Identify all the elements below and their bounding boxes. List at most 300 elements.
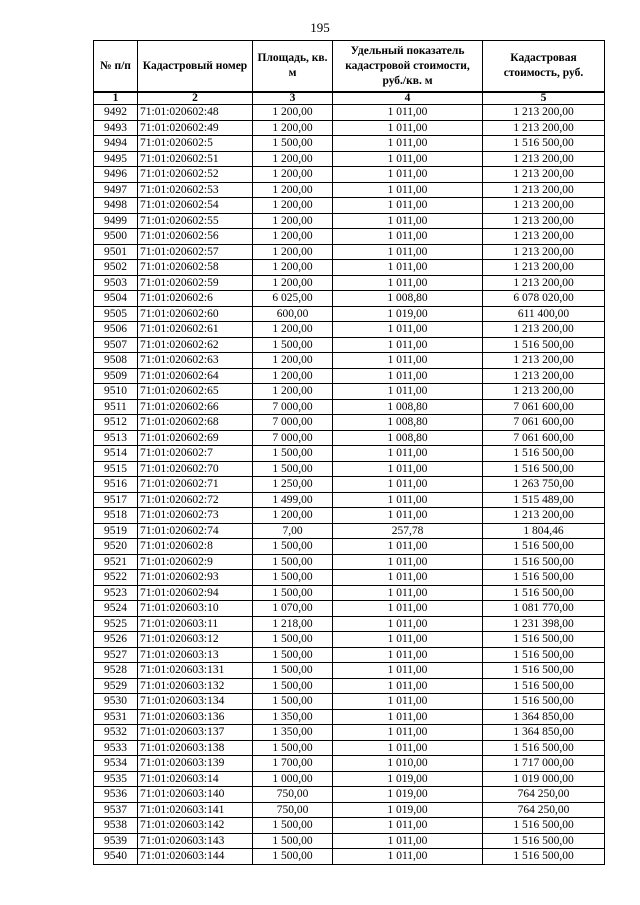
cadastral-number-cell: 71:01:020602:9 <box>138 554 253 570</box>
cadastral-cost-cell: 1 516 500,00 <box>483 647 605 663</box>
row-number: 9518 <box>94 508 138 524</box>
cadastral-cost-cell: 1 213 200,00 <box>483 120 605 136</box>
header-cadastral-cost: Кадастровая стоимость, руб. <box>483 41 605 93</box>
column-number: 4 <box>333 92 483 105</box>
cadastral-cost-cell: 1 019 000,00 <box>483 771 605 787</box>
cadastral-number-cell: 71:01:020602:48 <box>138 105 253 121</box>
cadastral-cost-cell: 1 516 500,00 <box>483 554 605 570</box>
specific-rate-cell: 1 011,00 <box>333 167 483 183</box>
specific-rate-cell: 1 008,80 <box>333 291 483 307</box>
cadastral-cost-cell: 1 516 500,00 <box>483 585 605 601</box>
row-number: 9516 <box>94 477 138 493</box>
cadastral-number-cell: 71:01:020602:94 <box>138 585 253 601</box>
area-cell: 750,00 <box>253 802 333 818</box>
cadastral-cost-cell: 1 717 000,00 <box>483 756 605 772</box>
area-cell: 1 500,00 <box>253 585 333 601</box>
cadastral-cost-cell: 1 213 200,00 <box>483 151 605 167</box>
cadastral-number-cell: 71:01:020602:70 <box>138 461 253 477</box>
area-cell: 1 070,00 <box>253 601 333 617</box>
row-number: 9508 <box>94 353 138 369</box>
cadastral-cost-cell: 1 516 500,00 <box>483 136 605 152</box>
table-row <box>94 105 605 121</box>
row-number: 9499 <box>94 213 138 229</box>
page-number: 195 <box>310 20 330 35</box>
table-row <box>94 167 605 183</box>
table-row <box>94 508 605 524</box>
row-number: 9495 <box>94 151 138 167</box>
table-row <box>94 570 605 586</box>
row-number: 9493 <box>94 120 138 136</box>
cadastral-cost-cell: 1 516 500,00 <box>483 694 605 710</box>
column-number: 2 <box>138 92 253 105</box>
area-cell: 1 500,00 <box>253 740 333 756</box>
area-cell: 1 200,00 <box>253 353 333 369</box>
table-row <box>94 461 605 477</box>
specific-rate-cell: 1 011,00 <box>333 260 483 276</box>
table-row <box>94 120 605 136</box>
area-cell: 1 200,00 <box>253 508 333 524</box>
area-cell: 1 200,00 <box>253 198 333 214</box>
table-row <box>94 492 605 508</box>
table-row <box>94 368 605 384</box>
area-cell: 1 218,00 <box>253 616 333 632</box>
table-row <box>94 244 605 260</box>
cadastral-cost-cell: 1 516 500,00 <box>483 446 605 462</box>
table-row <box>94 601 605 617</box>
area-cell: 1 200,00 <box>253 182 333 198</box>
specific-rate-cell: 1 011,00 <box>333 570 483 586</box>
header-cadastral-number: Кадастровый номер <box>138 41 253 93</box>
area-cell: 1 500,00 <box>253 539 333 555</box>
area-cell: 1 500,00 <box>253 694 333 710</box>
cadastral-number-cell: 71:01:020603:140 <box>138 787 253 803</box>
row-number: 9494 <box>94 136 138 152</box>
cadastral-number-cell: 71:01:020602:58 <box>138 260 253 276</box>
cadastral-cost-cell: 1 516 500,00 <box>483 570 605 586</box>
specific-rate-cell: 1 011,00 <box>333 446 483 462</box>
specific-rate-cell: 1 019,00 <box>333 802 483 818</box>
cadastral-number-cell: 71:01:020603:144 <box>138 849 253 865</box>
table-row <box>94 430 605 446</box>
area-cell: 1 200,00 <box>253 260 333 276</box>
table-row <box>94 136 605 152</box>
table-row <box>94 446 605 462</box>
specific-rate-cell: 1 011,00 <box>333 477 483 493</box>
specific-rate-cell: 1 011,00 <box>333 709 483 725</box>
specific-rate-cell: 1 011,00 <box>333 384 483 400</box>
specific-rate-cell: 1 010,00 <box>333 756 483 772</box>
cadastral-cost-cell: 1 231 398,00 <box>483 616 605 632</box>
area-cell: 1 200,00 <box>253 384 333 400</box>
cadastral-cost-cell: 1 213 200,00 <box>483 105 605 121</box>
table-row <box>94 725 605 741</box>
cadastral-number-cell: 71:01:020602:51 <box>138 151 253 167</box>
area-cell: 1 500,00 <box>253 136 333 152</box>
specific-rate-cell: 1 011,00 <box>333 182 483 198</box>
area-cell: 1 500,00 <box>253 337 333 353</box>
cadastral-number-cell: 71:01:020602:60 <box>138 306 253 322</box>
cadastral-cost-cell: 7 061 600,00 <box>483 399 605 415</box>
specific-rate-cell: 1 011,00 <box>333 353 483 369</box>
area-cell: 1 500,00 <box>253 678 333 694</box>
specific-rate-cell: 1 011,00 <box>333 337 483 353</box>
cadastral-cost-cell: 1 081 770,00 <box>483 601 605 617</box>
row-number: 9511 <box>94 399 138 415</box>
table-row <box>94 632 605 648</box>
table-row <box>94 709 605 725</box>
specific-rate-cell: 1 011,00 <box>333 632 483 648</box>
area-cell: 1 200,00 <box>253 368 333 384</box>
table-row <box>94 787 605 803</box>
cadastral-value-table <box>93 40 605 865</box>
table-row <box>94 384 605 400</box>
specific-rate-cell: 1 011,00 <box>333 508 483 524</box>
cadastral-cost-cell: 1 516 500,00 <box>483 740 605 756</box>
cadastral-number-cell: 71:01:020603:143 <box>138 833 253 849</box>
table-row <box>94 229 605 245</box>
row-number: 9521 <box>94 554 138 570</box>
cadastral-number-cell: 71:01:020603:141 <box>138 802 253 818</box>
table-body <box>94 105 605 865</box>
specific-rate-cell: 1 011,00 <box>333 833 483 849</box>
row-number: 9523 <box>94 585 138 601</box>
cadastral-cost-cell: 1 213 200,00 <box>483 353 605 369</box>
table-row <box>94 647 605 663</box>
specific-rate-cell: 1 011,00 <box>333 229 483 245</box>
cadastral-cost-cell: 1 516 500,00 <box>483 632 605 648</box>
area-cell: 1 500,00 <box>253 570 333 586</box>
cadastral-cost-cell: 1 213 200,00 <box>483 384 605 400</box>
table-row <box>94 694 605 710</box>
row-number: 9530 <box>94 694 138 710</box>
row-number: 9496 <box>94 167 138 183</box>
cadastral-cost-cell: 1 516 500,00 <box>483 337 605 353</box>
row-number: 9535 <box>94 771 138 787</box>
area-cell: 600,00 <box>253 306 333 322</box>
table-row <box>94 415 605 431</box>
row-number: 9504 <box>94 291 138 307</box>
cadastral-cost-cell: 1 213 200,00 <box>483 368 605 384</box>
cadastral-cost-cell: 1 213 200,00 <box>483 198 605 214</box>
cadastral-cost-cell: 764 250,00 <box>483 802 605 818</box>
row-number: 9515 <box>94 461 138 477</box>
cadastral-number-cell: 71:01:020602:56 <box>138 229 253 245</box>
table-row <box>94 771 605 787</box>
specific-rate-cell: 1 011,00 <box>333 601 483 617</box>
table-row <box>94 477 605 493</box>
cadastral-number-cell: 71:01:020602:57 <box>138 244 253 260</box>
row-number: 9538 <box>94 818 138 834</box>
cadastral-number-cell: 71:01:020602:93 <box>138 570 253 586</box>
cadastral-number-cell: 71:01:020602:49 <box>138 120 253 136</box>
cadastral-cost-cell: 1 213 200,00 <box>483 213 605 229</box>
cadastral-number-cell: 71:01:020603:132 <box>138 678 253 694</box>
row-number: 9513 <box>94 430 138 446</box>
table-row <box>94 291 605 307</box>
area-cell: 1 200,00 <box>253 120 333 136</box>
specific-rate-cell: 1 011,00 <box>333 740 483 756</box>
specific-rate-cell: 1 011,00 <box>333 120 483 136</box>
table-row <box>94 585 605 601</box>
row-number: 9506 <box>94 322 138 338</box>
row-number: 9524 <box>94 601 138 617</box>
specific-rate-cell: 1 011,00 <box>333 136 483 152</box>
cadastral-cost-cell: 611 400,00 <box>483 306 605 322</box>
area-cell: 1 200,00 <box>253 167 333 183</box>
cadastral-cost-cell: 1 213 200,00 <box>483 508 605 524</box>
table-row <box>94 818 605 834</box>
area-cell: 1 500,00 <box>253 632 333 648</box>
table-row <box>94 849 605 865</box>
cadastral-number-cell: 71:01:020602:8 <box>138 539 253 555</box>
specific-rate-cell: 1 011,00 <box>333 244 483 260</box>
cadastral-number-cell: 71:01:020602:61 <box>138 322 253 338</box>
area-cell: 1 500,00 <box>253 446 333 462</box>
cadastral-number-cell: 71:01:020602:7 <box>138 446 253 462</box>
table-row <box>94 554 605 570</box>
column-number: 5 <box>483 92 605 105</box>
cadastral-cost-cell: 1 516 500,00 <box>483 663 605 679</box>
area-cell: 1 200,00 <box>253 105 333 121</box>
cadastral-number-cell: 71:01:020603:139 <box>138 756 253 772</box>
cadastral-number-cell: 71:01:020603:134 <box>138 694 253 710</box>
header-specific-rate: Удельный показатель кадастровой стоимости, руб./кв. м <box>333 41 483 93</box>
cadastral-number-cell: 71:01:020602:72 <box>138 492 253 508</box>
area-cell: 1 500,00 <box>253 849 333 865</box>
cadastral-number-cell: 71:01:020602:64 <box>138 368 253 384</box>
area-cell: 1 500,00 <box>253 647 333 663</box>
cadastral-cost-cell: 7 061 600,00 <box>483 430 605 446</box>
cadastral-number-cell: 71:01:020602:54 <box>138 198 253 214</box>
cadastral-number-cell: 71:01:020602:73 <box>138 508 253 524</box>
row-number: 9537 <box>94 802 138 818</box>
cadastral-number-cell: 71:01:020602:6 <box>138 291 253 307</box>
cadastral-number-cell: 71:01:020603:13 <box>138 647 253 663</box>
specific-rate-cell: 1 011,00 <box>333 616 483 632</box>
row-number: 9531 <box>94 709 138 725</box>
specific-rate-cell: 1 011,00 <box>333 151 483 167</box>
table-row <box>94 539 605 555</box>
cadastral-cost-cell: 1 213 200,00 <box>483 322 605 338</box>
area-cell: 1 200,00 <box>253 322 333 338</box>
cadastral-number-cell: 71:01:020602:5 <box>138 136 253 152</box>
table-row <box>94 182 605 198</box>
area-cell: 1 350,00 <box>253 709 333 725</box>
specific-rate-cell: 1 011,00 <box>333 725 483 741</box>
row-number: 9534 <box>94 756 138 772</box>
row-number: 9527 <box>94 647 138 663</box>
cadastral-number-cell: 71:01:020602:65 <box>138 384 253 400</box>
area-cell: 1 700,00 <box>253 756 333 772</box>
cadastral-cost-cell: 1 516 500,00 <box>483 539 605 555</box>
table-row <box>94 616 605 632</box>
cadastral-number-cell: 71:01:020602:55 <box>138 213 253 229</box>
cadastral-cost-cell: 7 061 600,00 <box>483 415 605 431</box>
table-row <box>94 306 605 322</box>
cadastral-number-cell: 71:01:020603:11 <box>138 616 253 632</box>
row-number: 9505 <box>94 306 138 322</box>
area-cell: 7 000,00 <box>253 415 333 431</box>
table-row <box>94 833 605 849</box>
cadastral-number-cell: 71:01:020602:71 <box>138 477 253 493</box>
row-number: 9522 <box>94 570 138 586</box>
row-number: 9520 <box>94 539 138 555</box>
specific-rate-cell: 1 008,80 <box>333 415 483 431</box>
table-row <box>94 399 605 415</box>
cadastral-cost-cell: 1 516 500,00 <box>483 678 605 694</box>
row-number: 9503 <box>94 275 138 291</box>
specific-rate-cell: 1 011,00 <box>333 198 483 214</box>
cadastral-number-cell: 71:01:020602:66 <box>138 399 253 415</box>
specific-rate-cell: 1 019,00 <box>333 771 483 787</box>
specific-rate-cell: 1 011,00 <box>333 368 483 384</box>
row-number: 9528 <box>94 663 138 679</box>
cadastral-cost-cell: 1 364 850,00 <box>483 709 605 725</box>
table-header-row <box>94 41 605 93</box>
row-number: 9498 <box>94 198 138 214</box>
specific-rate-cell: 257,78 <box>333 523 483 539</box>
cadastral-number-cell: 71:01:020603:138 <box>138 740 253 756</box>
cadastral-cost-cell: 1 213 200,00 <box>483 229 605 245</box>
specific-rate-cell: 1 011,00 <box>333 554 483 570</box>
area-cell: 750,00 <box>253 787 333 803</box>
row-number: 9525 <box>94 616 138 632</box>
cadastral-cost-cell: 1 213 200,00 <box>483 244 605 260</box>
specific-rate-cell: 1 011,00 <box>333 105 483 121</box>
cadastral-cost-cell: 1 516 500,00 <box>483 849 605 865</box>
table-row <box>94 322 605 338</box>
row-number: 9517 <box>94 492 138 508</box>
specific-rate-cell: 1 011,00 <box>333 322 483 338</box>
cadastral-cost-cell: 1 515 489,00 <box>483 492 605 508</box>
area-cell: 7 000,00 <box>253 430 333 446</box>
specific-rate-cell: 1 019,00 <box>333 787 483 803</box>
row-number: 9533 <box>94 740 138 756</box>
cadastral-number-cell: 71:01:020602:68 <box>138 415 253 431</box>
cadastral-cost-cell: 1 213 200,00 <box>483 182 605 198</box>
cadastral-cost-cell: 1 516 500,00 <box>483 818 605 834</box>
table-row <box>94 663 605 679</box>
row-number: 9502 <box>94 260 138 276</box>
cadastral-number-cell: 71:01:020603:14 <box>138 771 253 787</box>
cadastral-number-cell: 71:01:020603:142 <box>138 818 253 834</box>
table-row <box>94 756 605 772</box>
cadastral-cost-cell: 1 804,46 <box>483 523 605 539</box>
row-number: 9526 <box>94 632 138 648</box>
row-number: 9514 <box>94 446 138 462</box>
table-row <box>94 523 605 539</box>
area-cell: 1 500,00 <box>253 833 333 849</box>
specific-rate-cell: 1 011,00 <box>333 849 483 865</box>
specific-rate-cell: 1 011,00 <box>333 694 483 710</box>
area-cell: 1 250,00 <box>253 477 333 493</box>
row-number: 9519 <box>94 523 138 539</box>
area-cell: 6 025,00 <box>253 291 333 307</box>
cadastral-number-cell: 71:01:020602:74 <box>138 523 253 539</box>
cadastral-number-cell: 71:01:020602:52 <box>138 167 253 183</box>
cadastral-number-cell: 71:01:020603:12 <box>138 632 253 648</box>
cadastral-number-cell: 71:01:020602:53 <box>138 182 253 198</box>
specific-rate-cell: 1 011,00 <box>333 678 483 694</box>
area-cell: 1 200,00 <box>253 275 333 291</box>
cadastral-cost-cell: 1 213 200,00 <box>483 275 605 291</box>
table-row <box>94 337 605 353</box>
area-cell: 1 200,00 <box>253 151 333 167</box>
table-row <box>94 802 605 818</box>
row-number: 9509 <box>94 368 138 384</box>
cadastral-number-cell: 71:01:020603:136 <box>138 709 253 725</box>
area-cell: 1 200,00 <box>253 229 333 245</box>
row-number: 9497 <box>94 182 138 198</box>
row-number: 9536 <box>94 787 138 803</box>
specific-rate-cell: 1 011,00 <box>333 663 483 679</box>
cadastral-cost-cell: 1 516 500,00 <box>483 833 605 849</box>
row-number: 9529 <box>94 678 138 694</box>
cadastral-number-cell: 71:01:020602:62 <box>138 337 253 353</box>
table-row <box>94 213 605 229</box>
cadastral-cost-cell: 1 516 500,00 <box>483 461 605 477</box>
row-number: 9500 <box>94 229 138 245</box>
specific-rate-cell: 1 011,00 <box>333 492 483 508</box>
specific-rate-cell: 1 011,00 <box>333 818 483 834</box>
cadastral-number-cell: 71:01:020602:63 <box>138 353 253 369</box>
table-row <box>94 275 605 291</box>
row-number: 9510 <box>94 384 138 400</box>
row-number: 9507 <box>94 337 138 353</box>
specific-rate-cell: 1 019,00 <box>333 306 483 322</box>
header-area: Площадь, кв. м <box>253 41 333 93</box>
column-number-row <box>94 92 605 105</box>
table-row <box>94 151 605 167</box>
cadastral-cost-cell: 764 250,00 <box>483 787 605 803</box>
specific-rate-cell: 1 011,00 <box>333 585 483 601</box>
cadastral-cost-cell: 1 213 200,00 <box>483 167 605 183</box>
area-cell: 1 200,00 <box>253 244 333 260</box>
table-row <box>94 678 605 694</box>
specific-rate-cell: 1 011,00 <box>333 539 483 555</box>
area-cell: 1 500,00 <box>253 461 333 477</box>
specific-rate-cell: 1 011,00 <box>333 213 483 229</box>
column-number: 1 <box>94 92 138 105</box>
area-cell: 1 350,00 <box>253 725 333 741</box>
area-cell: 1 500,00 <box>253 818 333 834</box>
header-num: № п/п <box>94 41 138 93</box>
cadastral-number-cell: 71:01:020602:69 <box>138 430 253 446</box>
row-number: 9532 <box>94 725 138 741</box>
cadastral-cost-cell: 1 364 850,00 <box>483 725 605 741</box>
area-cell: 1 200,00 <box>253 213 333 229</box>
cadastral-cost-cell: 1 213 200,00 <box>483 260 605 276</box>
table-row <box>94 353 605 369</box>
cadastral-cost-cell: 6 078 020,00 <box>483 291 605 307</box>
specific-rate-cell: 1 011,00 <box>333 461 483 477</box>
row-number: 9540 <box>94 849 138 865</box>
row-number: 9492 <box>94 105 138 121</box>
row-number: 9512 <box>94 415 138 431</box>
table-row <box>94 198 605 214</box>
area-cell: 1 500,00 <box>253 663 333 679</box>
cadastral-number-cell: 71:01:020603:10 <box>138 601 253 617</box>
specific-rate-cell: 1 008,80 <box>333 399 483 415</box>
specific-rate-cell: 1 008,80 <box>333 430 483 446</box>
cadastral-number-cell: 71:01:020603:137 <box>138 725 253 741</box>
table-row <box>94 260 605 276</box>
row-number: 9501 <box>94 244 138 260</box>
area-cell: 7 000,00 <box>253 399 333 415</box>
row-number: 9539 <box>94 833 138 849</box>
area-cell: 1 499,00 <box>253 492 333 508</box>
cadastral-cost-cell: 1 263 750,00 <box>483 477 605 493</box>
